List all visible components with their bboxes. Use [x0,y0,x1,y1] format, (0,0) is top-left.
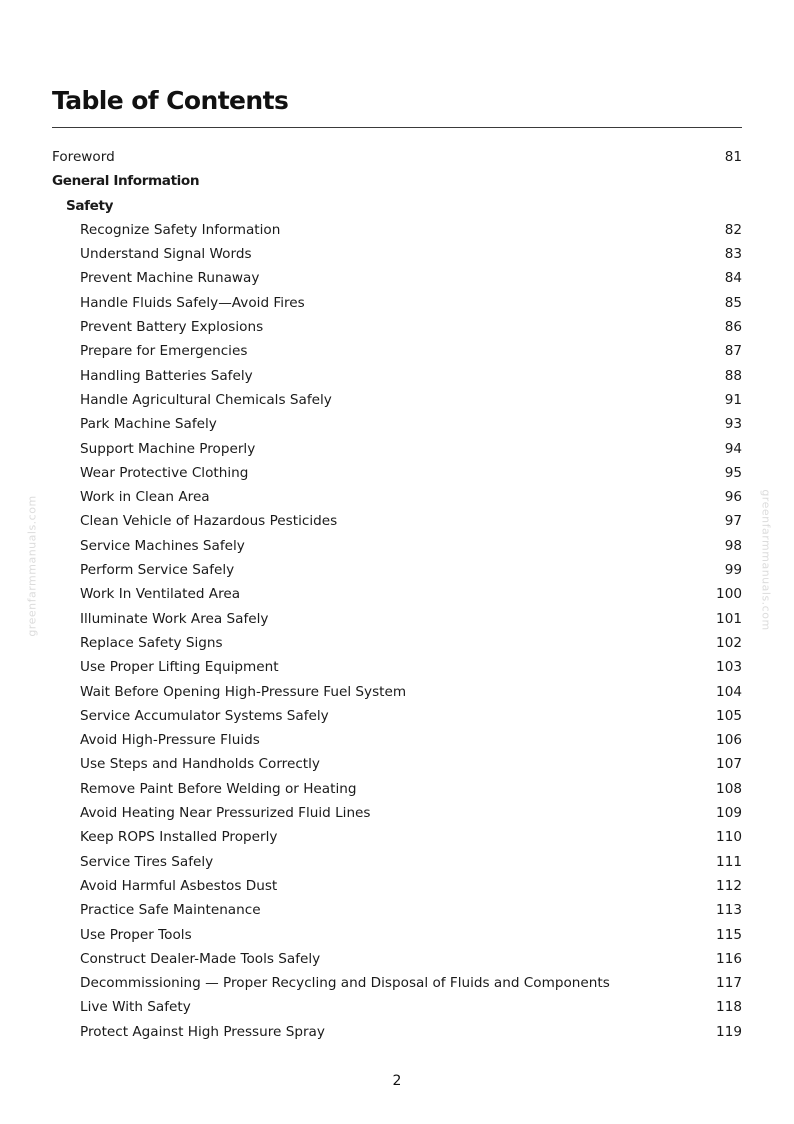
toc-entry-label: Prevent Battery Explosions [80,319,264,336]
toc-entry-label: Avoid High-Pressure Fluids [80,732,260,749]
toc-heading [52,169,742,193]
toc-entry[interactable] [52,218,742,242]
toc-entry-label: Wait Before Opening High-Pressure Fuel System [80,683,407,700]
title-divider [52,127,742,128]
toc-entry[interactable] [52,923,742,947]
toc-entry-page: 82 [724,221,742,238]
toc-entry-label: Handle Agricultural Chemicals Safely [80,391,332,408]
toc-entry-page: 107 [716,756,742,773]
toc-entry[interactable] [52,607,742,631]
toc-entry[interactable] [52,412,742,436]
toc-entry[interactable] [52,315,742,339]
toc-list [52,145,742,1044]
toc-entry-label: Prevent Machine Runaway [80,270,260,287]
toc-entry-page: 97 [724,513,742,530]
toc-entry-label: Clean Vehicle of Hazardous Pesticides [80,513,338,530]
toc-entry-label: Keep ROPS Installed Properly [80,829,278,846]
toc-entry[interactable] [52,825,742,849]
toc-entry[interactable] [52,752,742,776]
toc-entry-page: 85 [724,294,742,311]
toc-entry[interactable] [52,728,742,752]
toc-entry-page: 105 [716,707,742,724]
toc-entry-label: Use Steps and Handholds Correctly [80,756,320,773]
toc-entry-page: 109 [716,805,742,822]
toc-entry[interactable] [52,266,742,290]
toc-entry[interactable] [52,582,742,606]
toc-entry[interactable] [52,339,742,363]
toc-entry-label: Service Tires Safely [80,853,214,870]
toc-entry-page: 93 [724,416,742,433]
toc-entry-page: 106 [716,732,742,749]
toc-entry[interactable] [52,242,742,266]
toc-entry[interactable] [52,509,742,533]
toc-entry-page: 81 [724,149,742,165]
toc-entry-page: 91 [724,391,742,408]
toc-entry-page: 87 [724,343,742,360]
toc-entry-label: Live With Safety [80,999,191,1016]
toc-entry[interactable] [52,364,742,388]
toc-entry[interactable] [52,850,742,874]
toc-entry-label: Support Machine Properly [80,440,256,457]
toc-entry-page: 110 [716,829,742,846]
watermark-right: greenfarmmanuals.com [759,489,773,631]
toc-entry[interactable] [52,388,742,412]
toc-entry[interactable] [52,291,742,315]
toc-entry-page: 115 [716,926,742,943]
toc-entry-page: 101 [716,610,742,627]
toc-heading [52,194,742,218]
toc-entry-label: Handle Fluids Safely—Avoid Fires [80,294,305,311]
toc-entry-label: Replace Safety Signs [80,634,223,651]
toc-entry-page: 118 [716,999,742,1016]
toc-entry-page: 102 [716,634,742,651]
toc-entry-label: Illuminate Work Area Safely [80,610,269,627]
toc-entry[interactable] [52,995,742,1019]
toc-entry[interactable] [52,898,742,922]
toc-entry-label: Recognize Safety Information [80,221,281,238]
toc-entry-label: Prepare for Emergencies [80,343,248,360]
toc-entry-label: Service Machines Safely [80,537,245,554]
toc-entry-page: 108 [716,780,742,797]
toc-entry-page: 84 [724,270,742,287]
toc-entry-label: Protect Against High Pressure Spray [80,1023,325,1040]
toc-entry[interactable] [52,461,742,485]
toc-entry-label: Avoid Heating Near Pressurized Fluid Lines [80,805,371,822]
toc-entry-page: 113 [716,902,742,919]
toc-entry-page: 98 [724,537,742,554]
toc-entry[interactable] [52,534,742,558]
toc-entry[interactable] [52,631,742,655]
toc-entry-page: 100 [716,586,742,603]
page-number: 2 [392,1073,402,1089]
toc-entry-label: Remove Paint Before Welding or Heating [80,780,357,797]
page-title: Table of Contents [52,86,289,115]
toc-entry[interactable] [52,704,742,728]
toc-entry-page: 88 [724,367,742,384]
toc-entry-page: 83 [724,246,742,263]
toc-entry-page: 104 [716,683,742,700]
toc-entry-label: Work In Ventilated Area [80,586,241,603]
toc-entry-label: Use Proper Lifting Equipment [80,659,279,676]
toc-entry[interactable] [52,558,742,582]
toc-entry-label: Handling Batteries Safely [80,367,253,384]
toc-entry-label: Understand Signal Words [80,246,252,263]
toc-entry-label: Wear Protective Clothing [80,464,249,481]
toc-entry-page: 95 [724,464,742,481]
toc-entry-label: Work in Clean Area [80,489,210,506]
toc-entry[interactable] [52,145,742,169]
toc-entry-label: General Information [52,173,200,190]
toc-entry-label: Safety [66,197,114,214]
toc-entry-label: Construct Dealer-Made Tools Safely [80,950,321,967]
toc-entry-label: Decommissioning — Proper Recycling and Disposal of Fluids and Components [80,975,610,992]
toc-entry-page: 99 [724,562,742,579]
toc-entry-page: 111 [716,853,742,870]
toc-entry-label: Avoid Harmful Asbestos Dust [80,877,278,894]
toc-entry[interactable] [52,437,742,461]
toc-entry-page: 112 [716,877,742,894]
toc-entry-label: Use Proper Tools [80,926,192,943]
toc-entry-page: 119 [716,1023,742,1040]
toc-entry-label: Service Accumulator Systems Safely [80,707,329,724]
watermark-left: greenfarmmanuals.com [25,495,39,637]
toc-entry[interactable] [52,801,742,825]
toc-entry-page: 86 [724,319,742,336]
toc-entry-label: Park Machine Safely [80,416,217,433]
toc-entry-page: 94 [724,440,742,457]
toc-entry[interactable] [52,971,742,995]
toc-entry-page: 103 [716,659,742,676]
toc-entry[interactable] [52,777,742,801]
toc-entry[interactable] [52,1020,742,1044]
toc-entry-label: Practice Safe Maintenance [80,902,261,919]
toc-entry[interactable] [52,655,742,679]
toc-entry[interactable] [52,485,742,509]
toc-entry-page: 116 [716,950,742,967]
toc-entry[interactable] [52,680,742,704]
toc-entry-label: Foreword [52,149,115,165]
toc-entry[interactable] [52,874,742,898]
toc-entry-page: 96 [724,489,742,506]
toc-entry-label: Perform Service Safely [80,562,235,579]
toc-entry[interactable] [52,947,742,971]
toc-entry-page: 117 [716,975,742,992]
